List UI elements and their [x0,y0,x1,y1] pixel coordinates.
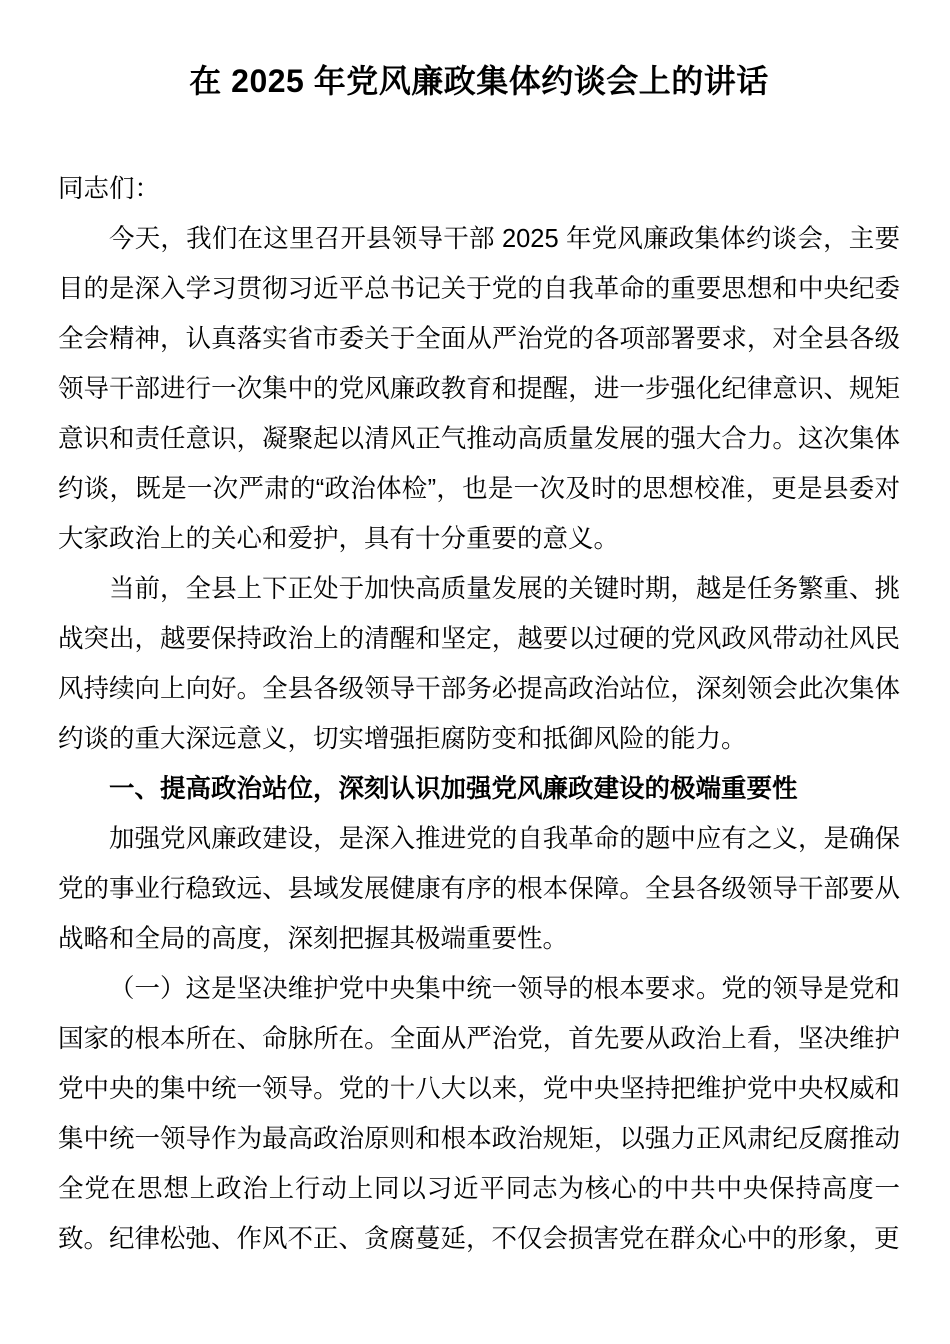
paragraph-intro: 今天，我们在这里召开县领导干部 2025 年党风廉政集体约谈会，主要目的是深入学习贯彻习近平总书记关于党的自我革命的重要思想和中央纪委全会精神，认真落实省市委关于全面从严治党的各项部署要求，对全县各级领导干部进行一次集中的党风廉政教育和提醒，进一步强化纪律意识、规矩意识和责任意识，凝聚起以清风正气推动高质量发展的强大合力。这次集体约谈，既是一次严肃的“政治体检”，也是一次及时的思想校准，更是县委对大家政治上的关心和爱护，具有十分重要的意义。 [58,225,900,553]
section-heading-1: 一、提高政治站位，深刻认识加强党风廉政建设的极端重要性 [109,775,798,803]
salutation: 同志们： [58,175,161,203]
paragraph-section1-point1: （一）这是坚决维护党中央集中统一领导的根本要求。党的领导是党和国家的根本所在、命脉所在。全面从严治党，首先要从政治上看，坚决维护党中央的集中统一领导。党的十八大以来，党中央坚持把维护党中央权威和集中统一领导作为最高政治原则和根本政治规矩，以强力正风肃纪反腐推动全党在思想上政治上行动上同以习近平同志为核心的中共中央保持高度一致。纪律松弛、作风不正、贪腐蔓延，不仅会损害党在群众心中的形象，更 [58,975,900,1253]
document-title: 在 2025 年党风廉政集体约谈会上的讲话 [189,63,769,99]
paragraph-current-situation: 当前，全县上下正处于加快高质量发展的关键时期，越是任务繁重、挑战突出，越要保持政治上的清醒和坚定，越要以过硬的党风政风带动社风民风持续向上向好。全县各级领导干部务必提高政治站位，深刻领会此次集体约谈的重大深远意义，切实增强拒腐防变和抵御风险的能力。 [58,575,900,753]
paragraph-section1-lead: 加强党风廉政建设，是深入推进党的自我革命的题中应有之义，是确保党的事业行稳致远、县域发展健康有序的根本保障。全县各级领导干部要从战略和全局的高度，深刻把握其极端重要性。 [58,825,900,953]
